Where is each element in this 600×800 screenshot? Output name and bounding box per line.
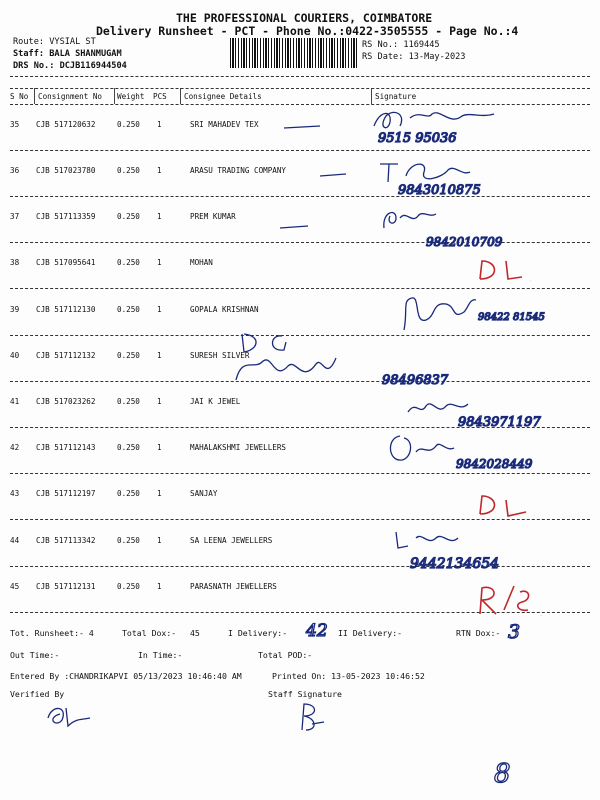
signature-row-38 [470,255,540,287]
total-dox-value: 45 [190,628,200,638]
staff-signature-label: Staff Signature [268,689,342,699]
pcs: 1 [157,305,162,314]
column-rule [114,88,115,104]
signature-row-43 [470,490,550,522]
route-label: Route: VYSIAL ST [13,37,96,47]
pcs: 1 [157,582,162,591]
sno: 37 [10,212,20,221]
weight: 0.250 [117,582,140,591]
col-sno: S No [10,92,29,101]
svg-text:DL: DL [534,516,536,517]
consignee: MOHAN [190,258,213,267]
consignment-no: CJB 517113342 [36,536,96,545]
signature-row-40 [232,322,452,392]
svg-text:9842028449: 9842028449 [456,457,533,471]
sno: 44 [10,536,20,545]
verified-by: Verified By [10,689,65,699]
consignee: PARASNATH JEWELLERS [190,582,277,591]
tot-runsheet: Tot. Runsheet:- 4 [10,628,94,638]
weight: 0.250 [117,351,140,360]
consignee: PREM KUMAR [190,212,236,221]
rtn-dox-handwritten [508,616,532,644]
verifier-signature [42,698,102,734]
divider [10,76,590,77]
weight: 0.250 [117,536,140,545]
svg-text:9842010709: 9842010709 [426,235,503,249]
consignment-no: CJB 517112143 [36,443,96,452]
weight: 0.250 [117,305,140,314]
runsheet-subtitle: Delivery Runsheet - PCT - Phone No.:0422-3505555 - Page No.:4 [96,24,519,38]
signature-row-42 [384,426,584,474]
i-delivery-handwritten [306,616,336,642]
staff-signature [294,700,334,736]
col-consignment: Consignment No [38,92,103,101]
rtn-dox-label: RTN Dox:- [456,628,501,638]
printed-on: Printed On: 13-05-2023 10:46:52 [272,671,425,681]
signature-row-45 [470,580,550,620]
total-pod: Total POD:- [258,650,313,660]
svg-text:98496837: 98496837 [382,373,449,388]
rs-number: RS No.: 1169445 [362,40,440,50]
svg-text:R/S: R/S [540,616,542,617]
consignment-no: CJB 517112130 [36,305,96,314]
rs-date: RS Date: 13-May-2023 [362,52,466,62]
weight: 0.250 [117,397,140,406]
pcs: 1 [157,120,162,129]
sno: 35 [10,120,20,129]
consignee: JAI K JEWEL [190,397,241,406]
svg-text:DL: DL [530,281,532,282]
weight: 0.250 [117,120,140,129]
consignee: SRI MAHADEV TEX [190,120,259,129]
consignee: SURESH SILVER [190,351,250,360]
column-rule [371,88,372,104]
column-rule [34,88,35,104]
pen-marks [280,118,330,238]
consignee: SA LEENA JEWELLERS [190,536,273,545]
consignee: SANJAY [190,489,218,498]
sno: 41 [10,397,20,406]
barcode [230,38,358,68]
staff-label: Staff: BALA SHANMUGAM [13,49,122,59]
pcs: 1 [157,166,162,175]
signature-row-36 [376,154,536,200]
weight: 0.250 [117,258,140,267]
signature-row-44 [392,524,582,576]
sno: 43 [10,489,20,498]
total-dox-label: Total Dox:- [122,628,177,638]
sno: 38 [10,258,20,267]
signature-row-35 [370,104,510,148]
consignment-no: CJB 517112132 [36,351,96,360]
consignment-no: CJB 517120632 [36,120,96,129]
weight: 0.250 [117,489,140,498]
svg-text:9515 95036: 9515 95036 [378,131,457,146]
sno: 39 [10,305,20,314]
col-pcs: PCS [153,92,167,101]
entered-by: Entered By :CHANDRIKAPVI 05/13/2023 10:46:40 AM [10,671,242,681]
weight: 0.250 [117,212,140,221]
pcs: 1 [157,536,162,545]
sno: 40 [10,351,20,360]
col-consignee: Consignee Details [184,92,262,101]
consignee: MAHALAKSHMI JEWELLERS [190,443,287,452]
column-rule [180,88,181,104]
signature-row-37 [378,200,518,252]
pcs: 1 [157,397,162,406]
consignment-no: CJB 517023780 [36,166,96,175]
consignment-no: CJB 517112131 [36,582,96,591]
pcs: 1 [157,489,162,498]
pcs: 1 [157,258,162,267]
consignment-no: CJB 517095641 [36,258,96,267]
out-time: Out Time:- [10,650,60,660]
drs-number: DRS No.: DCJB116944504 [13,61,127,71]
svg-text:3: 3 [508,621,521,643]
svg-text:9843971197: 9843971197 [458,415,541,430]
col-weight: Weight [117,92,145,101]
svg-text:8: 8 [494,759,511,789]
company-title: THE PROFESSIONAL COURIERS, COIMBATORE [176,11,433,25]
ii-delivery-label: II Delivery:- [338,628,403,638]
consignee: GOPALA KRISHNAN [190,305,259,314]
svg-text:42: 42 [306,621,328,641]
sno: 42 [10,443,20,452]
svg-text:9442134654: 9442134654 [410,556,500,572]
svg-text:9843010875: 9843010875 [398,183,481,198]
i-delivery-label: I Delivery:- [228,628,288,638]
row-divider [10,288,590,289]
consignment-no: CJB 517113359 [36,212,96,221]
consignment-no: CJB 517112197 [36,489,96,498]
page-mark [492,752,522,792]
sno: 45 [10,582,20,591]
pcs: 1 [157,443,162,452]
divider [10,88,590,89]
weight: 0.250 [117,166,140,175]
pcs: 1 [157,351,162,360]
consignee: ARASU TRADING COMPANY [190,166,287,175]
consignment-no: CJB 517023262 [36,397,96,406]
sno: 36 [10,166,20,175]
weight: 0.250 [117,443,140,452]
pcs: 1 [157,212,162,221]
col-signature: Signature [375,92,417,101]
in-time: In Time:- [138,650,183,660]
svg-text:98422 81545: 98422 81545 [478,312,545,323]
